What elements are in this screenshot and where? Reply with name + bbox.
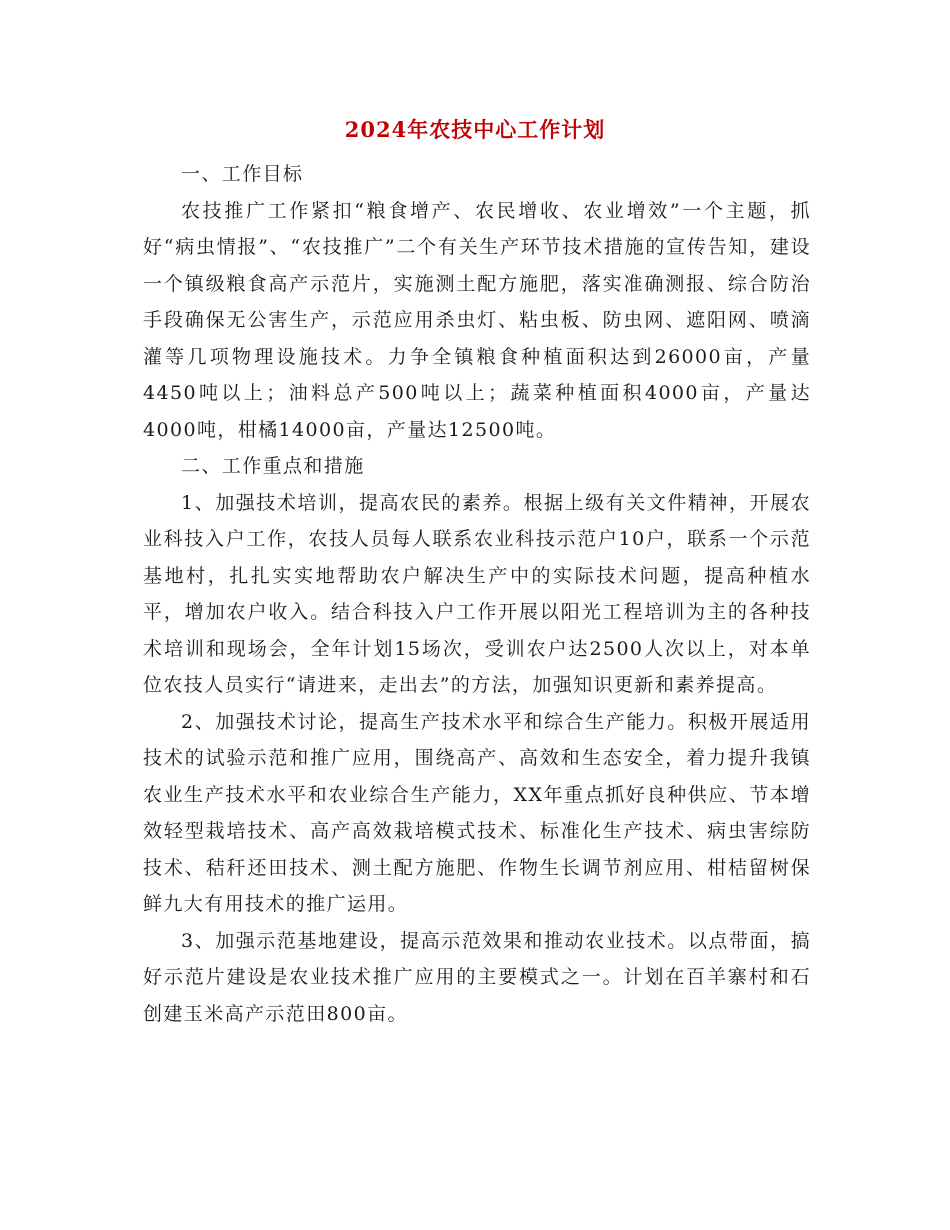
paragraph-training: 1、加强技术培训，提高农民的素养。根据上级有关文件精神，开展农业科技入户工作，农技人员每人联系农业科技示范户10户，联系一个示范基地村，扎扎实实地帮助农户解决生产中的实际技术问题，提高种植水平，增加农户收入。结合科技入户工作开展以阳光工程培训为主的各种技术培训和现场会，全年计划15场次，受训农户达2500人次以上，对本单位农技人员实行“请进来，走出去”的方法，加强知识更新和素养提高。 (143, 491, 811, 696)
document-title: 2024年农技中心工作计划 (344, 117, 606, 142)
section-heading-goals: 一、工作目标 (181, 163, 304, 185)
paragraph-goals: 农技推广工作紧扣“粮食增产、农民增收、农业增效”一个主题，抓好“病虫情报”、“农技推广”二个有关生产环节技术措施的宣传告知，建设一个镇级粮食高产示范片，实施测土配方施肥，落实准确测报、综合防治手段确保无公害生产，示范应用杀虫灯、粘虫板、防虫网、遮阳网、喷滴灌等几项物理设施技术。力争全镇粮食种植面积达到26000亩，产量4450吨以上；油料总产500吨以上；蔬菜种植面积4000亩，产量达4000吨，柑橘14000亩，产量达12500吨。 (143, 199, 811, 441)
section-heading-measures: 二、工作重点和措施 (181, 455, 365, 477)
document-body (143, 156, 811, 1032)
paragraph-technology: 2、加强技术讨论，提高生产技术水平和综合生产能力。积极开展适用技术的试验示范和推广应用，围绕高产、高效和生态安全，着力提升我镇农业生产技术水平和农业综合生产能力，XX年重点抓好良种供应、节本增效轻型栽培技术、高产高效栽培模式技术、标准化生产技术、病虫害综防技术、秸秆还田技术、测土配方施肥、作物生长调节剂应用、柑桔留树保鲜九大有用技术的推广运用。 (143, 710, 811, 915)
paragraph-demonstration: 3、加强示范基地建设，提高示范效果和推动农业技术。以点带面，搞好示范片建设是农业技术推广应用的主要模式之一。计划在百羊寨村和石创建玉米高产示范田800亩。 (143, 929, 811, 1025)
